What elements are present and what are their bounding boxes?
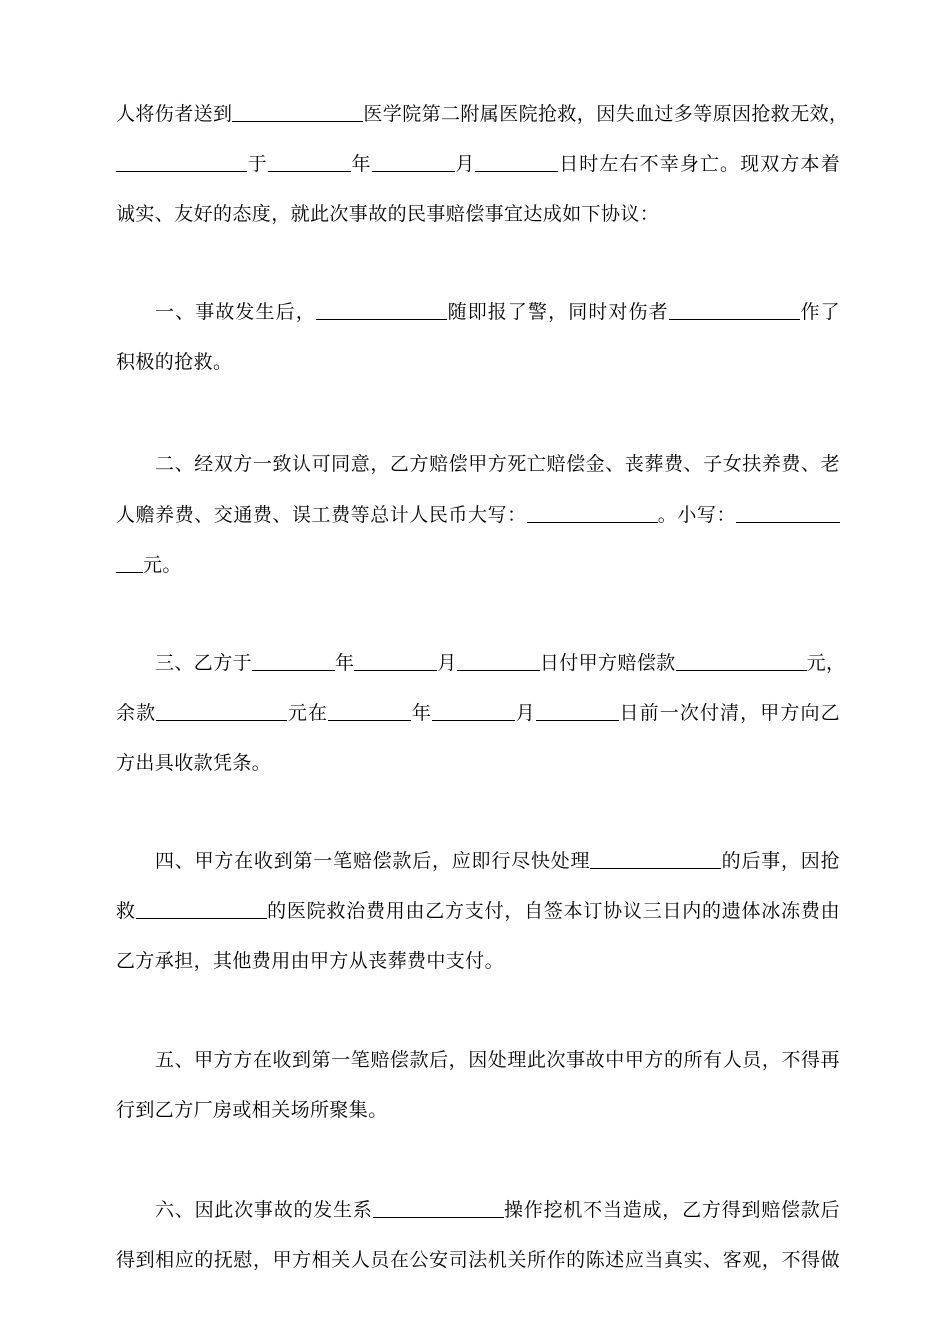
clause-1-line <box>116 344 840 380</box>
fill-blank <box>457 648 540 671</box>
clause-3-line <box>155 645 846 681</box>
clause-1-line <box>155 294 840 330</box>
text-segment: 年 <box>350 153 372 175</box>
text-segment: 余款 <box>116 702 157 724</box>
paragraph-line <box>116 196 840 232</box>
text-segment: 积极的抢救。 <box>116 351 233 373</box>
clause-4-line <box>116 943 840 979</box>
text-segment: 二、经双方一致认可同意，乙方赔偿甲方死亡赔偿金、丧葬费、子女扶养费、老 <box>155 453 840 475</box>
fill-blank <box>669 297 800 320</box>
text-segment: 五、甲方方在收到第一笔赔偿款后，因处理此次事故中甲方的所有人员，不得再 <box>155 1049 840 1071</box>
paragraph-line <box>116 96 849 132</box>
text-segment: 月 <box>437 652 457 674</box>
fill-blank <box>328 698 411 721</box>
text-segment: 三、乙方于 <box>155 652 253 674</box>
clause-3-line <box>116 745 840 781</box>
text-segment: 的医院救治费用由乙方支付，自签本订协议三日内的遗体冰冻费由 <box>266 900 841 922</box>
fill-blank <box>232 99 363 122</box>
text-segment: 人赡养费、交通费、误工费等总计人民币大写： <box>116 504 527 526</box>
text-segment: 得到相应的抚慰，甲方相关人员在公安司法机关所作的陈述应当真实、客观，不得做 <box>116 1249 840 1271</box>
fill-blank <box>316 297 447 320</box>
text-segment: 年 <box>411 702 432 724</box>
fill-blank <box>116 149 247 172</box>
clause-2-line <box>116 547 840 583</box>
clause-6-line <box>155 1192 840 1228</box>
fill-blank <box>354 648 437 671</box>
text-segment: 日时左右不幸身亡。现双方本着 <box>558 153 841 175</box>
text-segment: 行到乙方厂房或相关场所聚集。 <box>116 1099 388 1121</box>
fill-blank <box>432 698 515 721</box>
text-segment: 元。 <box>143 554 182 576</box>
text-segment: 操作挖机不当造成，乙方得到赔偿款后 <box>503 1199 840 1221</box>
text-segment: 随即报了警，同时对伤者 <box>446 301 669 323</box>
fill-blank <box>590 846 721 869</box>
fill-blank <box>475 149 558 172</box>
text-segment: 元， <box>806 652 846 674</box>
text-segment: 于 <box>247 153 268 175</box>
clause-4-line <box>116 893 840 929</box>
clause-5-line <box>116 1092 840 1128</box>
text-segment: 四、甲方在收到第一笔赔偿款后，应即行尽快处理 <box>155 850 591 872</box>
fill-blank <box>156 698 287 721</box>
fill-blank <box>736 500 840 523</box>
text-segment: 救 <box>116 900 136 922</box>
paragraph-line <box>116 146 840 182</box>
text-segment: 月 <box>514 702 536 724</box>
text-segment: 日前一次付清，甲方向乙 <box>618 702 840 724</box>
text-segment: 六、因此次事故的发生系 <box>155 1199 373 1221</box>
text-segment: 作了 <box>799 301 840 323</box>
fill-blank <box>136 896 267 919</box>
clause-6-line <box>116 1242 840 1278</box>
text-segment: 日付甲方赔偿款 <box>539 652 676 674</box>
clause-5-line <box>155 1042 840 1078</box>
fill-blank <box>676 648 807 671</box>
clause-2-line <box>155 446 840 482</box>
fill-blank <box>372 149 455 172</box>
text-segment: 元在 <box>287 702 329 724</box>
text-segment: 医学院第二附属医院抢救，因失血过多等原因抢救无效， <box>363 103 849 125</box>
clause-2-line <box>116 497 840 533</box>
fill-blank <box>527 500 658 523</box>
text-segment: 。小写： <box>657 504 736 526</box>
text-segment: 乙方承担，其他费用由甲方从丧葬费中支付。 <box>116 950 505 972</box>
fill-blank <box>268 149 351 172</box>
fill-blank <box>116 550 143 573</box>
text-segment: 一、事故发生后， <box>155 301 316 323</box>
text-segment: 年 <box>335 652 355 674</box>
clause-3-line <box>116 695 840 731</box>
fill-blank <box>252 648 335 671</box>
text-segment: 的后事，因抢 <box>721 850 840 872</box>
fill-blank <box>536 698 619 721</box>
text-segment: 诚实、友好的态度，就此次事故的民事赔偿事宜达成如下协议： <box>116 203 660 225</box>
text-segment: 人将伤者送到 <box>116 103 233 125</box>
text-segment: 方出具收款凭条。 <box>116 752 272 774</box>
clause-4-line <box>155 843 840 879</box>
text-segment: 月 <box>454 153 476 175</box>
fill-blank <box>373 1195 504 1218</box>
